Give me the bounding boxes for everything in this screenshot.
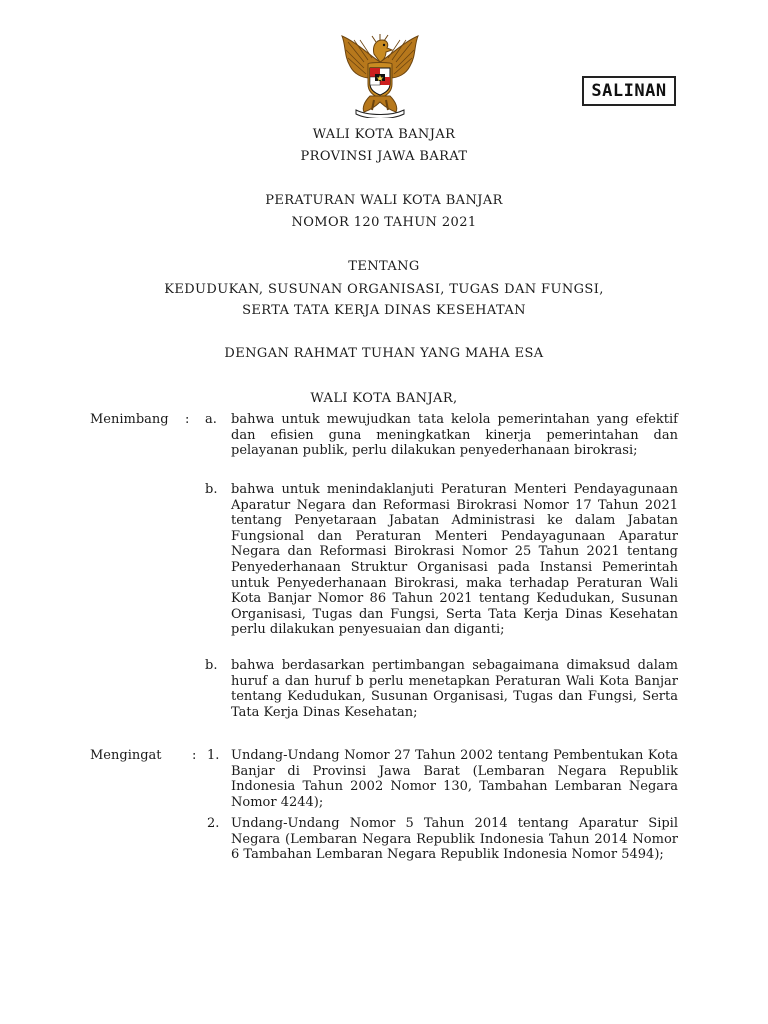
blessing-line: DENGAN RAHMAT TUHAN YANG MAHA ESA <box>224 346 544 361</box>
issuer-title: WALI KOTA BANJAR <box>312 127 456 142</box>
issuer-province: PROVINSI JAWA BARAT <box>300 149 468 164</box>
menimbang-colon: : <box>185 412 190 427</box>
salinan-stamp: SALINAN <box>582 76 676 106</box>
mengingat-item-1: Undang-Undang Nomor 27 Tahun 2002 tentang Pembentukan Kota Banjar di Provinsi Jawa Barat (Lembaran Negara Republik Indonesia Tahun 2002 Nomor 130, Tambahan Lembaran Negara Nomor 4244); <box>231 748 678 810</box>
garuda-emblem-icon <box>334 32 426 118</box>
subject-line-2: SERTA TATA KERJA DINAS KESEHATAN <box>242 303 526 318</box>
mengingat-marker-2: 2. <box>207 816 220 831</box>
menimbang-marker-b: b. <box>205 482 218 497</box>
official-title: WALI KOTA BANJAR, <box>310 391 458 406</box>
regulation-title: PERATURAN WALI KOTA BANJAR <box>265 193 503 208</box>
menimbang-label: Menimbang <box>90 412 169 427</box>
regulation-number: NOMOR 120 TAHUN 2021 <box>291 215 477 230</box>
mengingat-label: Mengingat <box>90 748 162 763</box>
mengingat-marker-1: 1. <box>207 748 220 763</box>
menimbang-marker-c: b. <box>205 658 218 673</box>
menimbang-marker-a: a. <box>205 412 217 427</box>
mengingat-item-2: Undang-Undang Nomor 5 Tahun 2014 tentang Aparatur Sipil Negara (Lembaran Negara Republik Indonesia Tahun 2014 Nomor 6 Tambahan Lembaran Negara Republik Indonesia Nomor 5494); <box>231 816 678 863</box>
about-heading: TENTANG <box>348 259 420 274</box>
menimbang-item-c: bahwa berdasarkan pertimbangan sebagaimana dimaksud dalam huruf a dan huruf b perlu menetapkan Peraturan Wali Kota Banjar tentang Kedudukan, Susunan Organisasi, Tugas dan Fungsi, Serta Tata Kerja Dinas Kesehatan; <box>231 658 678 720</box>
subject-line-1: KEDUDUKAN, SUSUNAN ORGANISASI, TUGAS DAN FUNGSI, <box>164 282 604 297</box>
menimbang-item-a: bahwa untuk mewujudkan tata kelola pemerintahan yang efektif dan efisien guna meningkatkan kinerja pemerintahan dan pelayanan publik, perlu dilakukan penyederhanaan birokrasi; <box>231 412 678 459</box>
menimbang-item-b: bahwa untuk menindaklanjuti Peraturan Menteri Pendayagunaan Aparatur Negara dan Reformasi Birokrasi Nomor 17 Tahun 2021 tentang Penyetaraan Jabatan Administrasi ke dalam Jabatan Fungsional dan Peraturan Menteri Pendayagunaan Aparatur Negara dan Reformasi Birokrasi Nomor 25 Tahun 2021 tentang Penyederhanaan Struktur Organisasi pada Instansi Pemerintah untuk Penyederhanaan Birokrasi, maka terhadap Peraturan Wali Kota Banjar Nomor 86 Tahun 2021 tentang Kedudukan, Susunan Organisasi, Tugas dan Fungsi, Serta Tata Kerja Dinas Kesehatan perlu dilakukan penyesuaian dan diganti; <box>231 482 678 638</box>
mengingat-colon: : <box>192 748 197 763</box>
